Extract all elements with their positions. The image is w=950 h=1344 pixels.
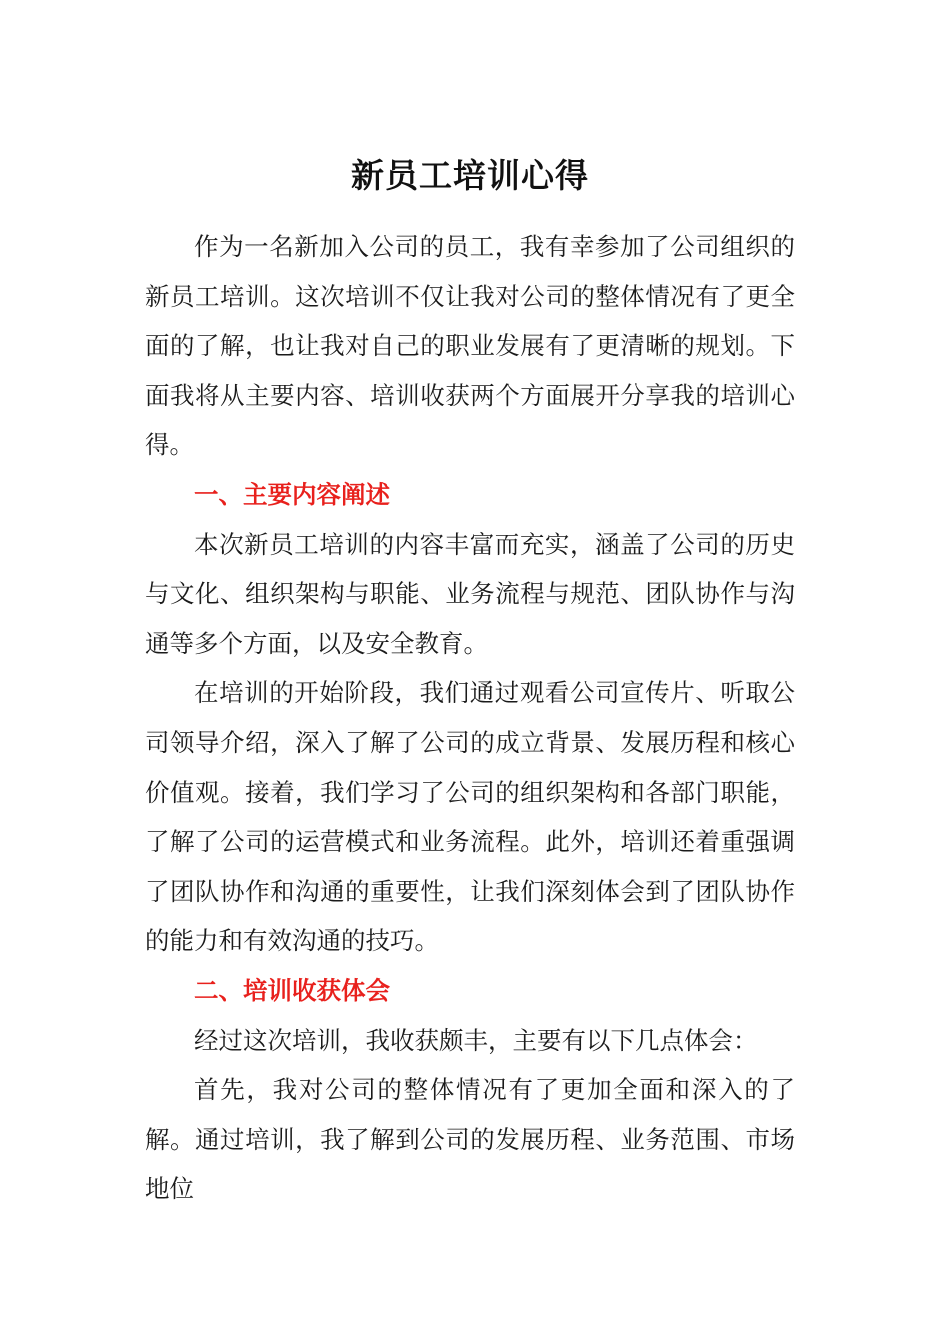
section1-paragraph-1: 本次新员工培训的内容丰富而充实，涵盖了公司的历史与文化、组织架构与职能、业务流程与规范、团队协作与沟通等多个方面，以及安全教育。 xyxy=(145,529,795,658)
document-page xyxy=(145,150,795,1214)
section-heading-training-gains: 二、培训收获体会 xyxy=(194,975,390,1005)
intro-paragraph: 作为一名新加入公司的员工，我有幸参加了公司组织的新员工培训。这次培训不仅让我对公司的整体情况有了更全面的了解，也让我对自己的职业发展有了更清晰的规划。下面我将从主要内容、培训收获两个方面展开分享我的培训心得。 xyxy=(145,232,795,460)
section2-paragraph-2: 首先，我对公司的整体情况有了更加全面和深入的了解。通过培训，我了解到公司的发展历程、业务范围、市场地位 xyxy=(145,1075,795,1204)
document-title: 新员工培训心得 xyxy=(351,156,589,195)
section1-paragraph-2: 在培训的开始阶段，我们通过观看公司宣传片、听取公司领导介绍，深入了解了公司的成立背景、发展历程和核心价值观。接着，我们学习了公司的组织架构和各部门职能，了解了公司的运营模式和业务流程。此外，培训还着重强调了团队协作和沟通的重要性，让我们深刻体会到了团队协作的能力和有效沟通的技巧。 xyxy=(145,678,795,956)
section2-paragraph-1: 经过这次培训，我收获颇丰，主要有以下几点体会： xyxy=(194,1025,758,1055)
section-heading-main-content: 一、主要内容阐述 xyxy=(194,479,390,509)
